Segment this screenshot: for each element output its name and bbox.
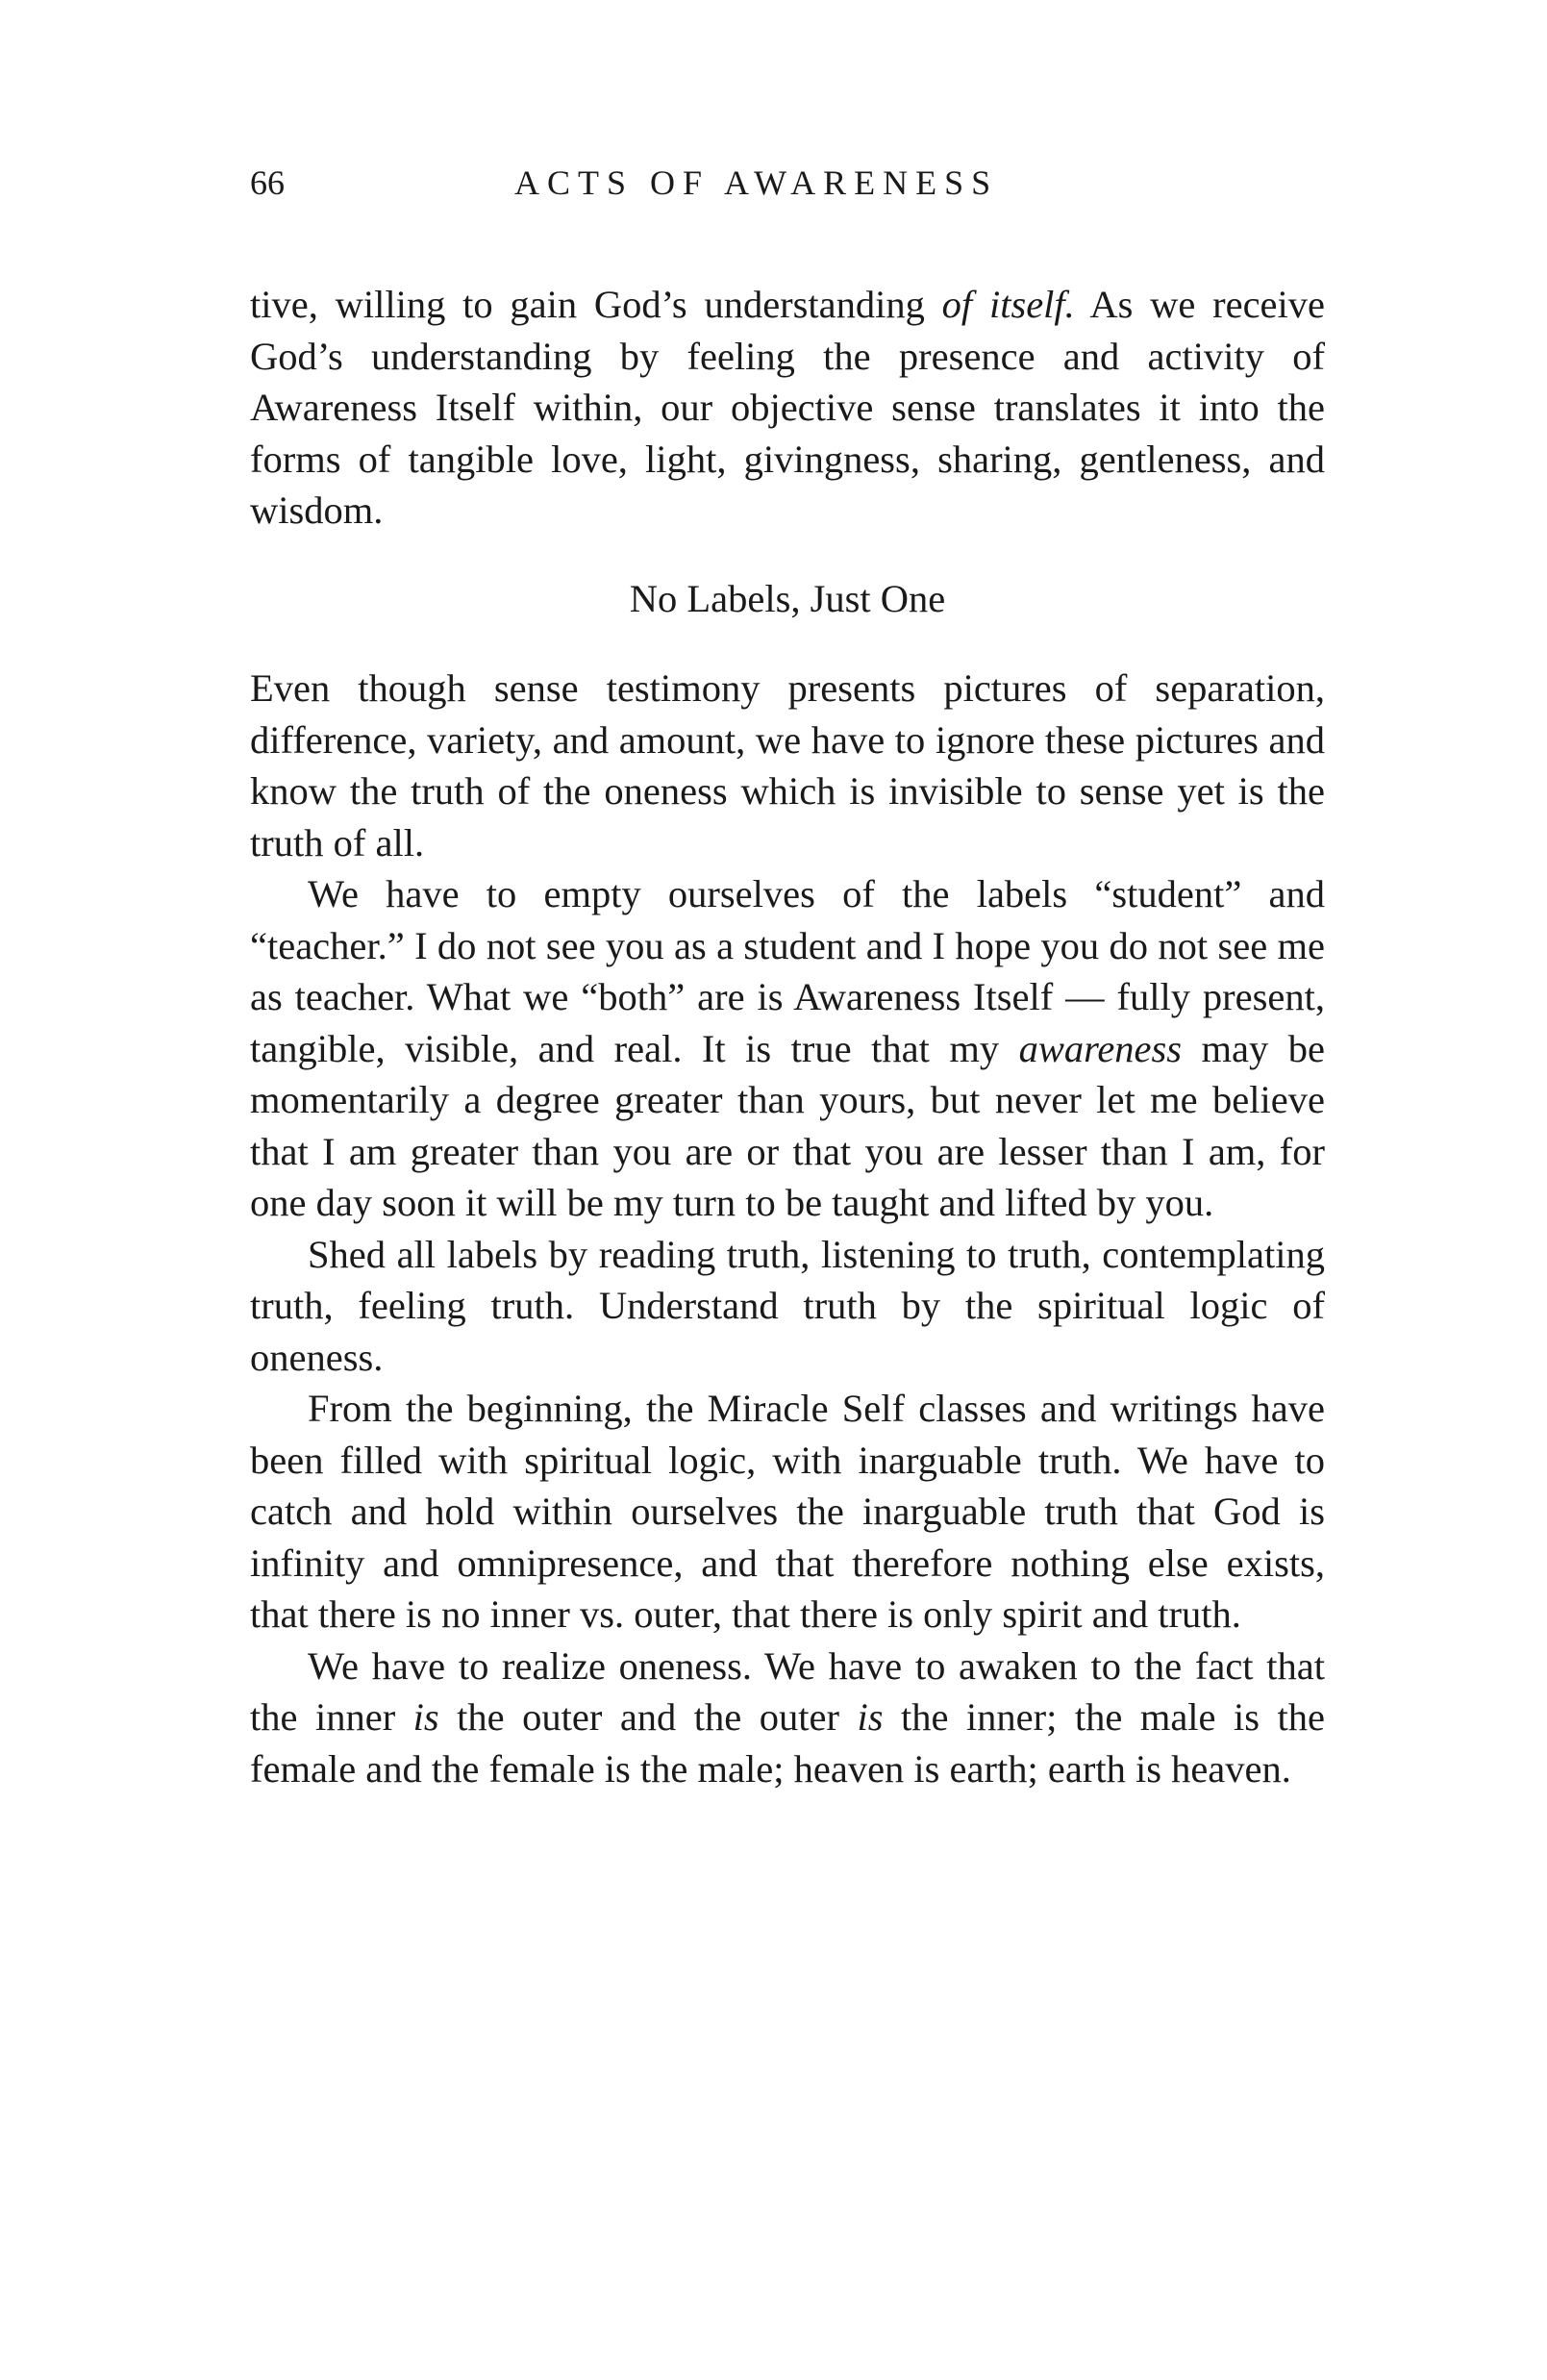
paragraph <box>250 868 1325 1229</box>
running-head <box>250 159 1327 207</box>
paragraph-text: We have to empty ourselves of the labels “student” and “teacher.” I do not see you as a student and I hope you do not see me as teacher. What we “both” are is Awareness Itself — fully present, tangible, visible, and real. It is true that my <box>250 872 1325 1070</box>
section-heading: No Labels, Just One <box>629 576 946 620</box>
paragraph-text: may be momentarily a degree greater than yours, but never let me believe that I am greater than you are or that you are lesser than I am, for one day soon it will be my turn to be taught and lifted by you. <box>250 1026 1325 1224</box>
paragraph-text: tive, willing to gain God’s understanding <box>250 283 942 326</box>
paragraph-text: As we receive God’s understanding by feeling the presence and activity of Awareness Itself within, our objective sense translates it into the forms of tangible love, light, givingness, sharing, gentleness, and wisdom. <box>250 283 1326 532</box>
book-title: ACTS OF AWARENESS <box>514 163 999 202</box>
emphasis-text: of itself. <box>941 283 1075 326</box>
emphasis-text: awareness <box>1018 1026 1183 1070</box>
emphasis-text: is <box>857 1695 884 1739</box>
page-number: 66 <box>250 163 285 202</box>
paragraph: Shed all labels by reading truth, listening to truth, contemplating truth, feeling truth. Understand truth by the spiritual logic of oneness. <box>250 1232 1325 1379</box>
paragraph-continuation <box>250 279 1325 537</box>
paragraph-text: the outer and the outer <box>438 1695 858 1739</box>
paragraph: From the beginning, the Miracle Self classes and writings have been filled with spiritual logic, with inarguable truth. We have to catch and hold within ourselves the inarguable truth that God is infinity and omnipresence, and that therefore nothing else exists, that there is no inner vs. outer, that there is only spirit and truth. <box>250 1387 1325 1636</box>
paragraph-text: the inner; the male is the female and the female is the male; heaven is earth; earth is heaven. <box>250 1695 1325 1791</box>
paragraph-text: We have to realize oneness. We have to awaken to the fact that the inner <box>250 1643 1325 1739</box>
paragraph <box>250 1641 1325 1795</box>
emphasis-text: is <box>412 1695 439 1739</box>
text-block <box>250 279 1325 1794</box>
paragraph: Even though sense testimony presents pictures of separation, difference, variety, and amount, we have to ignore these pictures and know the truth of the oneness which is invisible to sense yet is the truth of all. <box>250 666 1325 864</box>
